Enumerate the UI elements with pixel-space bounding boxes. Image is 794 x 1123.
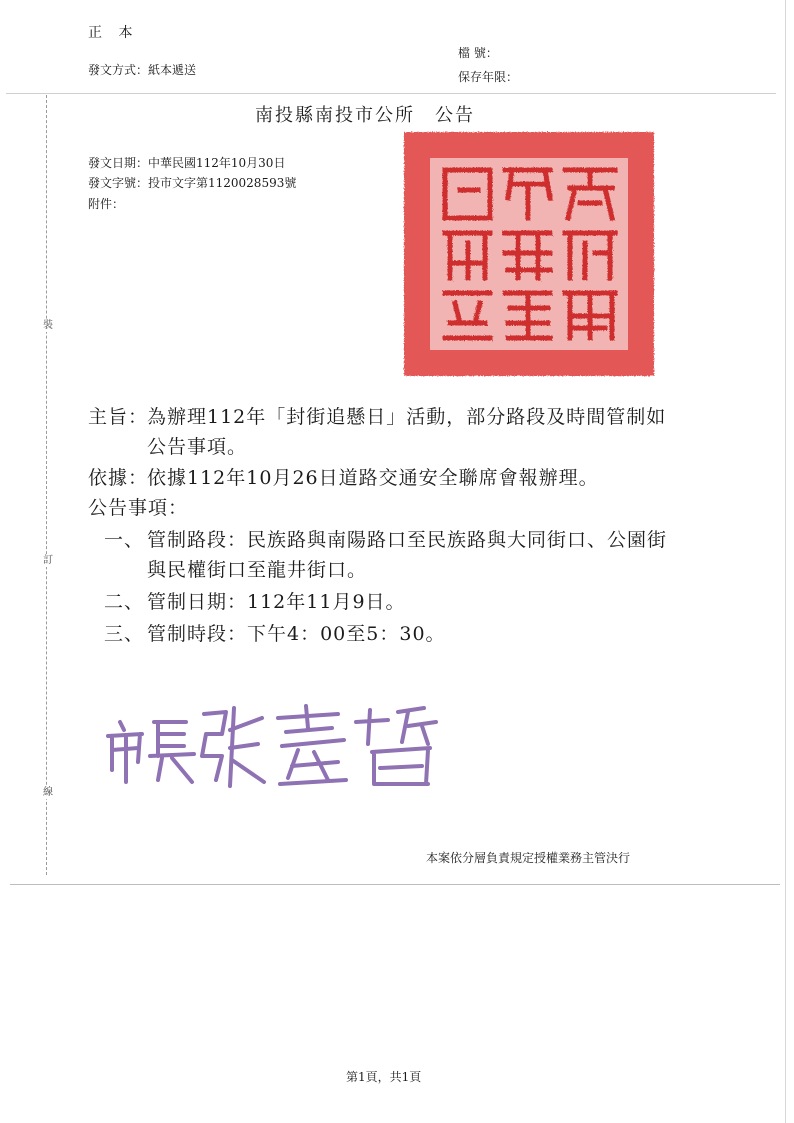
item-1-line-1: 管制路段：民族路與南陽路口至民族路與大同街口、公園街 <box>147 529 668 551</box>
official-seal <box>400 128 658 380</box>
copy-type: 正 本 <box>88 25 139 41</box>
item-2-number: 二、 <box>104 591 145 613</box>
document-title: 南投縣南投市公所 公告 <box>255 105 475 126</box>
mayor-signature-stamp <box>102 700 452 790</box>
retention-period-label: 保存年限： <box>458 70 519 84</box>
top-scan-line <box>6 93 776 94</box>
issue-date: 發文日期：中華民國112年10月30日 <box>88 156 286 170</box>
basis-text: 依據112年10月26日道路交通安全聯席會報辦理。 <box>147 467 599 489</box>
file-number-label: 檔 號： <box>458 46 498 60</box>
attachment-label: 附件： <box>88 197 125 211</box>
page-number: 第1頁，共1頁 <box>346 1070 422 1084</box>
page-edge <box>785 0 786 1123</box>
item-2-line-1: 管制日期：112年11月9日。 <box>147 591 406 613</box>
binding-line <box>46 95 47 875</box>
document-number: 發文字號：投市文字第1120028593號 <box>88 176 297 190</box>
binding-mark-ding: 訂 <box>43 555 53 566</box>
bottom-scan-line <box>10 884 780 885</box>
subject-line-1: 為辦理112年「封街追懸日」活動，部分路段及時間管制如 <box>147 406 667 428</box>
item-1-number: 一、 <box>104 529 145 551</box>
basis-label: 依據： <box>88 467 149 489</box>
binding-mark-zhuang: 裝 <box>43 320 53 331</box>
delivery-method: 發文方式：紙本遞送 <box>88 63 197 77</box>
item-3-line-1: 管制時段：下午4：00至5：30。 <box>147 623 446 645</box>
binding-mark-xian: 線 <box>43 787 53 798</box>
item-1-line-2: 與民權街口至龍井街口。 <box>147 559 368 581</box>
notice-label: 公告事項： <box>88 497 189 519</box>
delegation-note: 本案依分層負責規定授權業務主管決行 <box>426 851 631 865</box>
item-3-number: 三、 <box>104 623 145 645</box>
subject-label: 主旨： <box>88 406 149 428</box>
subject-line-2: 公告事項。 <box>147 436 248 458</box>
